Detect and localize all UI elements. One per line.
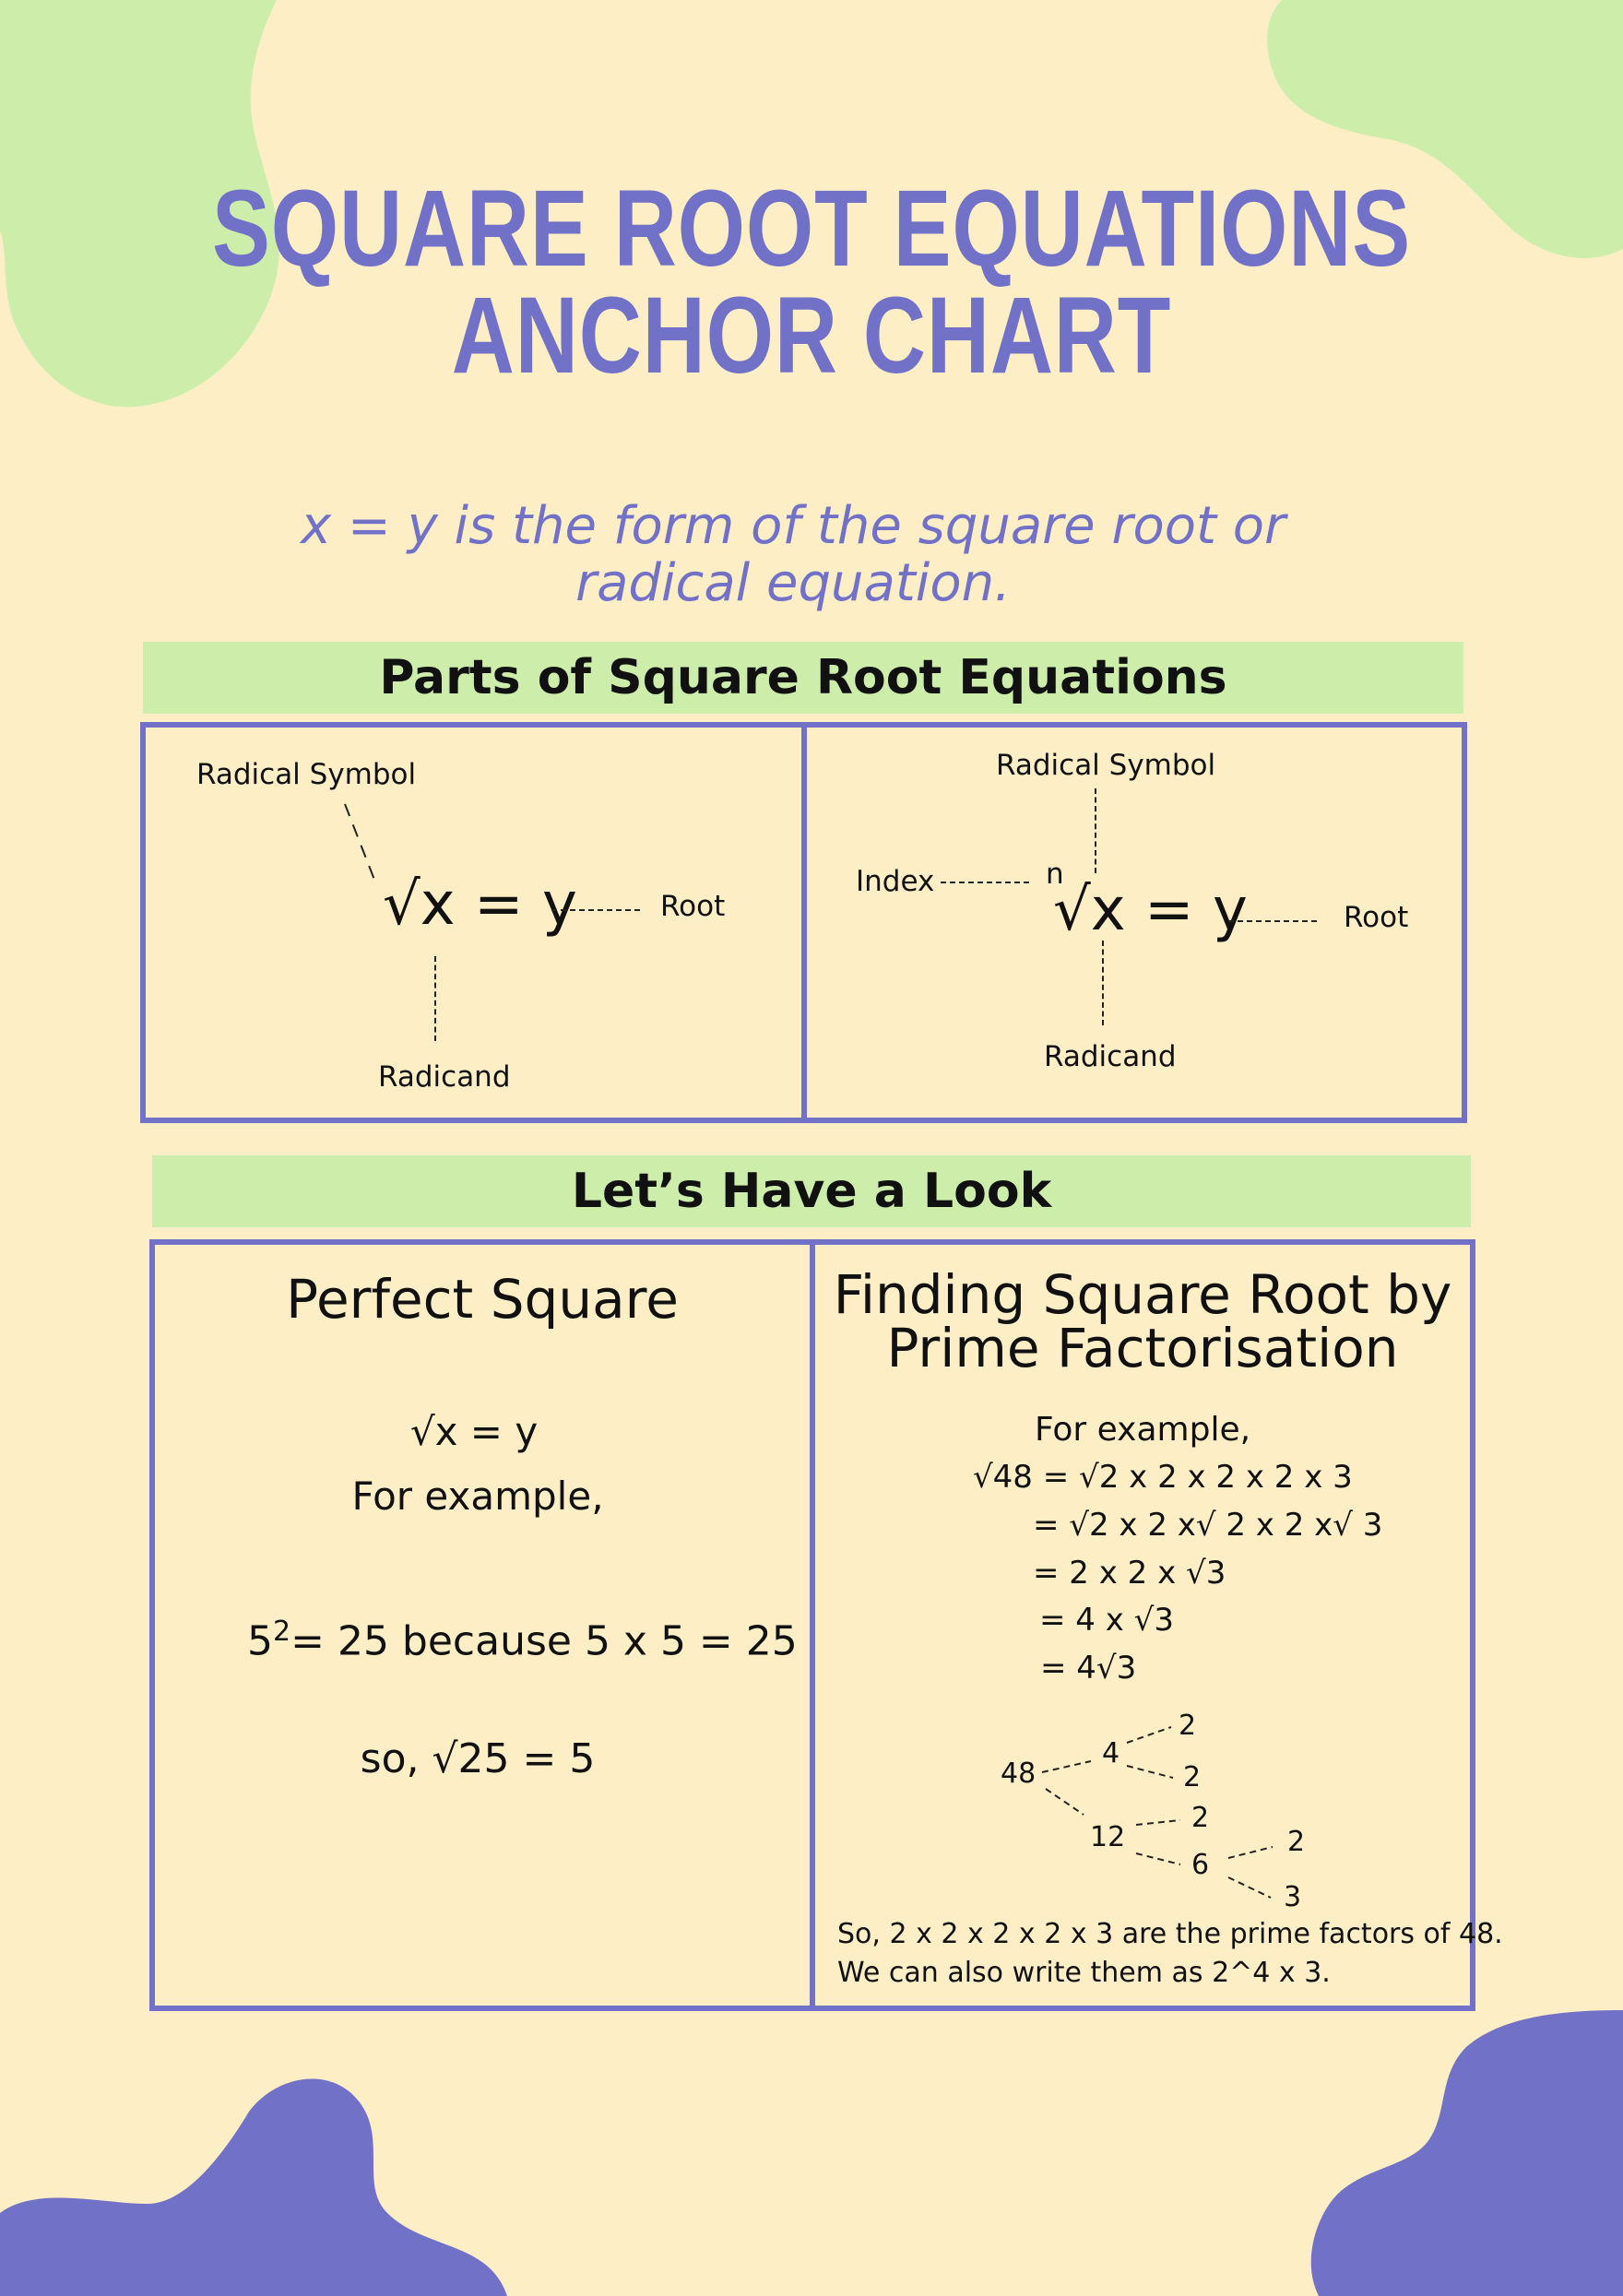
prime-conclusion-line-2: We can also write them as 2^4 x 3. xyxy=(837,1957,1331,1989)
look-header: Let’s Have a Look xyxy=(152,1155,1471,1227)
prime-step-4: = 4 x √3 xyxy=(1039,1602,1174,1639)
title-line-2: ANCHOR CHART xyxy=(451,275,1172,396)
tree-node-48: 48 xyxy=(1001,1758,1037,1790)
prime-heading-line-1: Finding Square Root by xyxy=(833,1263,1452,1326)
prime-step-5: = 4√3 xyxy=(1040,1650,1137,1686)
tree-node-12: 12 xyxy=(1090,1821,1126,1853)
subtitle: x = y is the form of the square root or radical equation. xyxy=(300,496,1286,613)
prime-step-2: = √2 x 2 x√ 2 x 2 x√ 3 xyxy=(1033,1507,1383,1544)
prime-step-3: = 2 x 2 x √3 xyxy=(1033,1555,1226,1592)
example-exponent: 2 xyxy=(273,1615,291,1648)
tree-node-4: 4 xyxy=(1102,1737,1120,1769)
prime-step-1: √48 = √2 x 2 x 2 x 2 x 3 xyxy=(973,1459,1353,1496)
title-line-1: SQUARE ROOT EQUATIONS xyxy=(211,168,1411,290)
perfect-square-conclusion: so, √25 = 5 xyxy=(360,1735,596,1782)
example-statement: = 25 because 5 x 5 = 25 xyxy=(290,1617,798,1665)
radicand-label-right: Radicand xyxy=(1044,1040,1177,1073)
tree-node-12a: 2 xyxy=(1191,1802,1210,1834)
parts-header: Parts of Square Root Equations xyxy=(143,642,1463,714)
radical-symbol-label-right: Radical Symbol xyxy=(996,749,1216,782)
example-base: 5 xyxy=(247,1617,273,1665)
radical-symbol-label-left: Radical Symbol xyxy=(196,758,417,791)
prime-conclusion-line-1: So, 2 x 2 x 2 x 2 x 3 are the prime factors of 48. xyxy=(837,1918,1503,1950)
radicand-label-left: Radicand xyxy=(378,1060,511,1094)
tree-node-6: 6 xyxy=(1191,1849,1210,1881)
index-label: Index xyxy=(856,865,935,898)
root-label-left: Root xyxy=(660,890,726,923)
prime-for-example: For example, xyxy=(1034,1411,1251,1449)
perfect-square-formula: √x = y xyxy=(409,1409,539,1454)
perfect-square-heading: Perfect Square xyxy=(286,1268,679,1331)
tree-node-4a: 2 xyxy=(1179,1710,1197,1742)
tree-node-4b: 2 xyxy=(1183,1761,1202,1793)
perfect-square-for-example: For example, xyxy=(351,1473,604,1519)
index-letter: n xyxy=(1046,858,1064,891)
equation-left: √x = y xyxy=(383,870,577,939)
tree-node-6b: 3 xyxy=(1284,1881,1302,1913)
root-label-right: Root xyxy=(1344,901,1409,934)
prime-heading-line-2: Prime Factorisation xyxy=(886,1317,1399,1379)
tree-node-6a: 2 xyxy=(1287,1826,1306,1858)
equation-right: √x = y xyxy=(1053,876,1248,944)
